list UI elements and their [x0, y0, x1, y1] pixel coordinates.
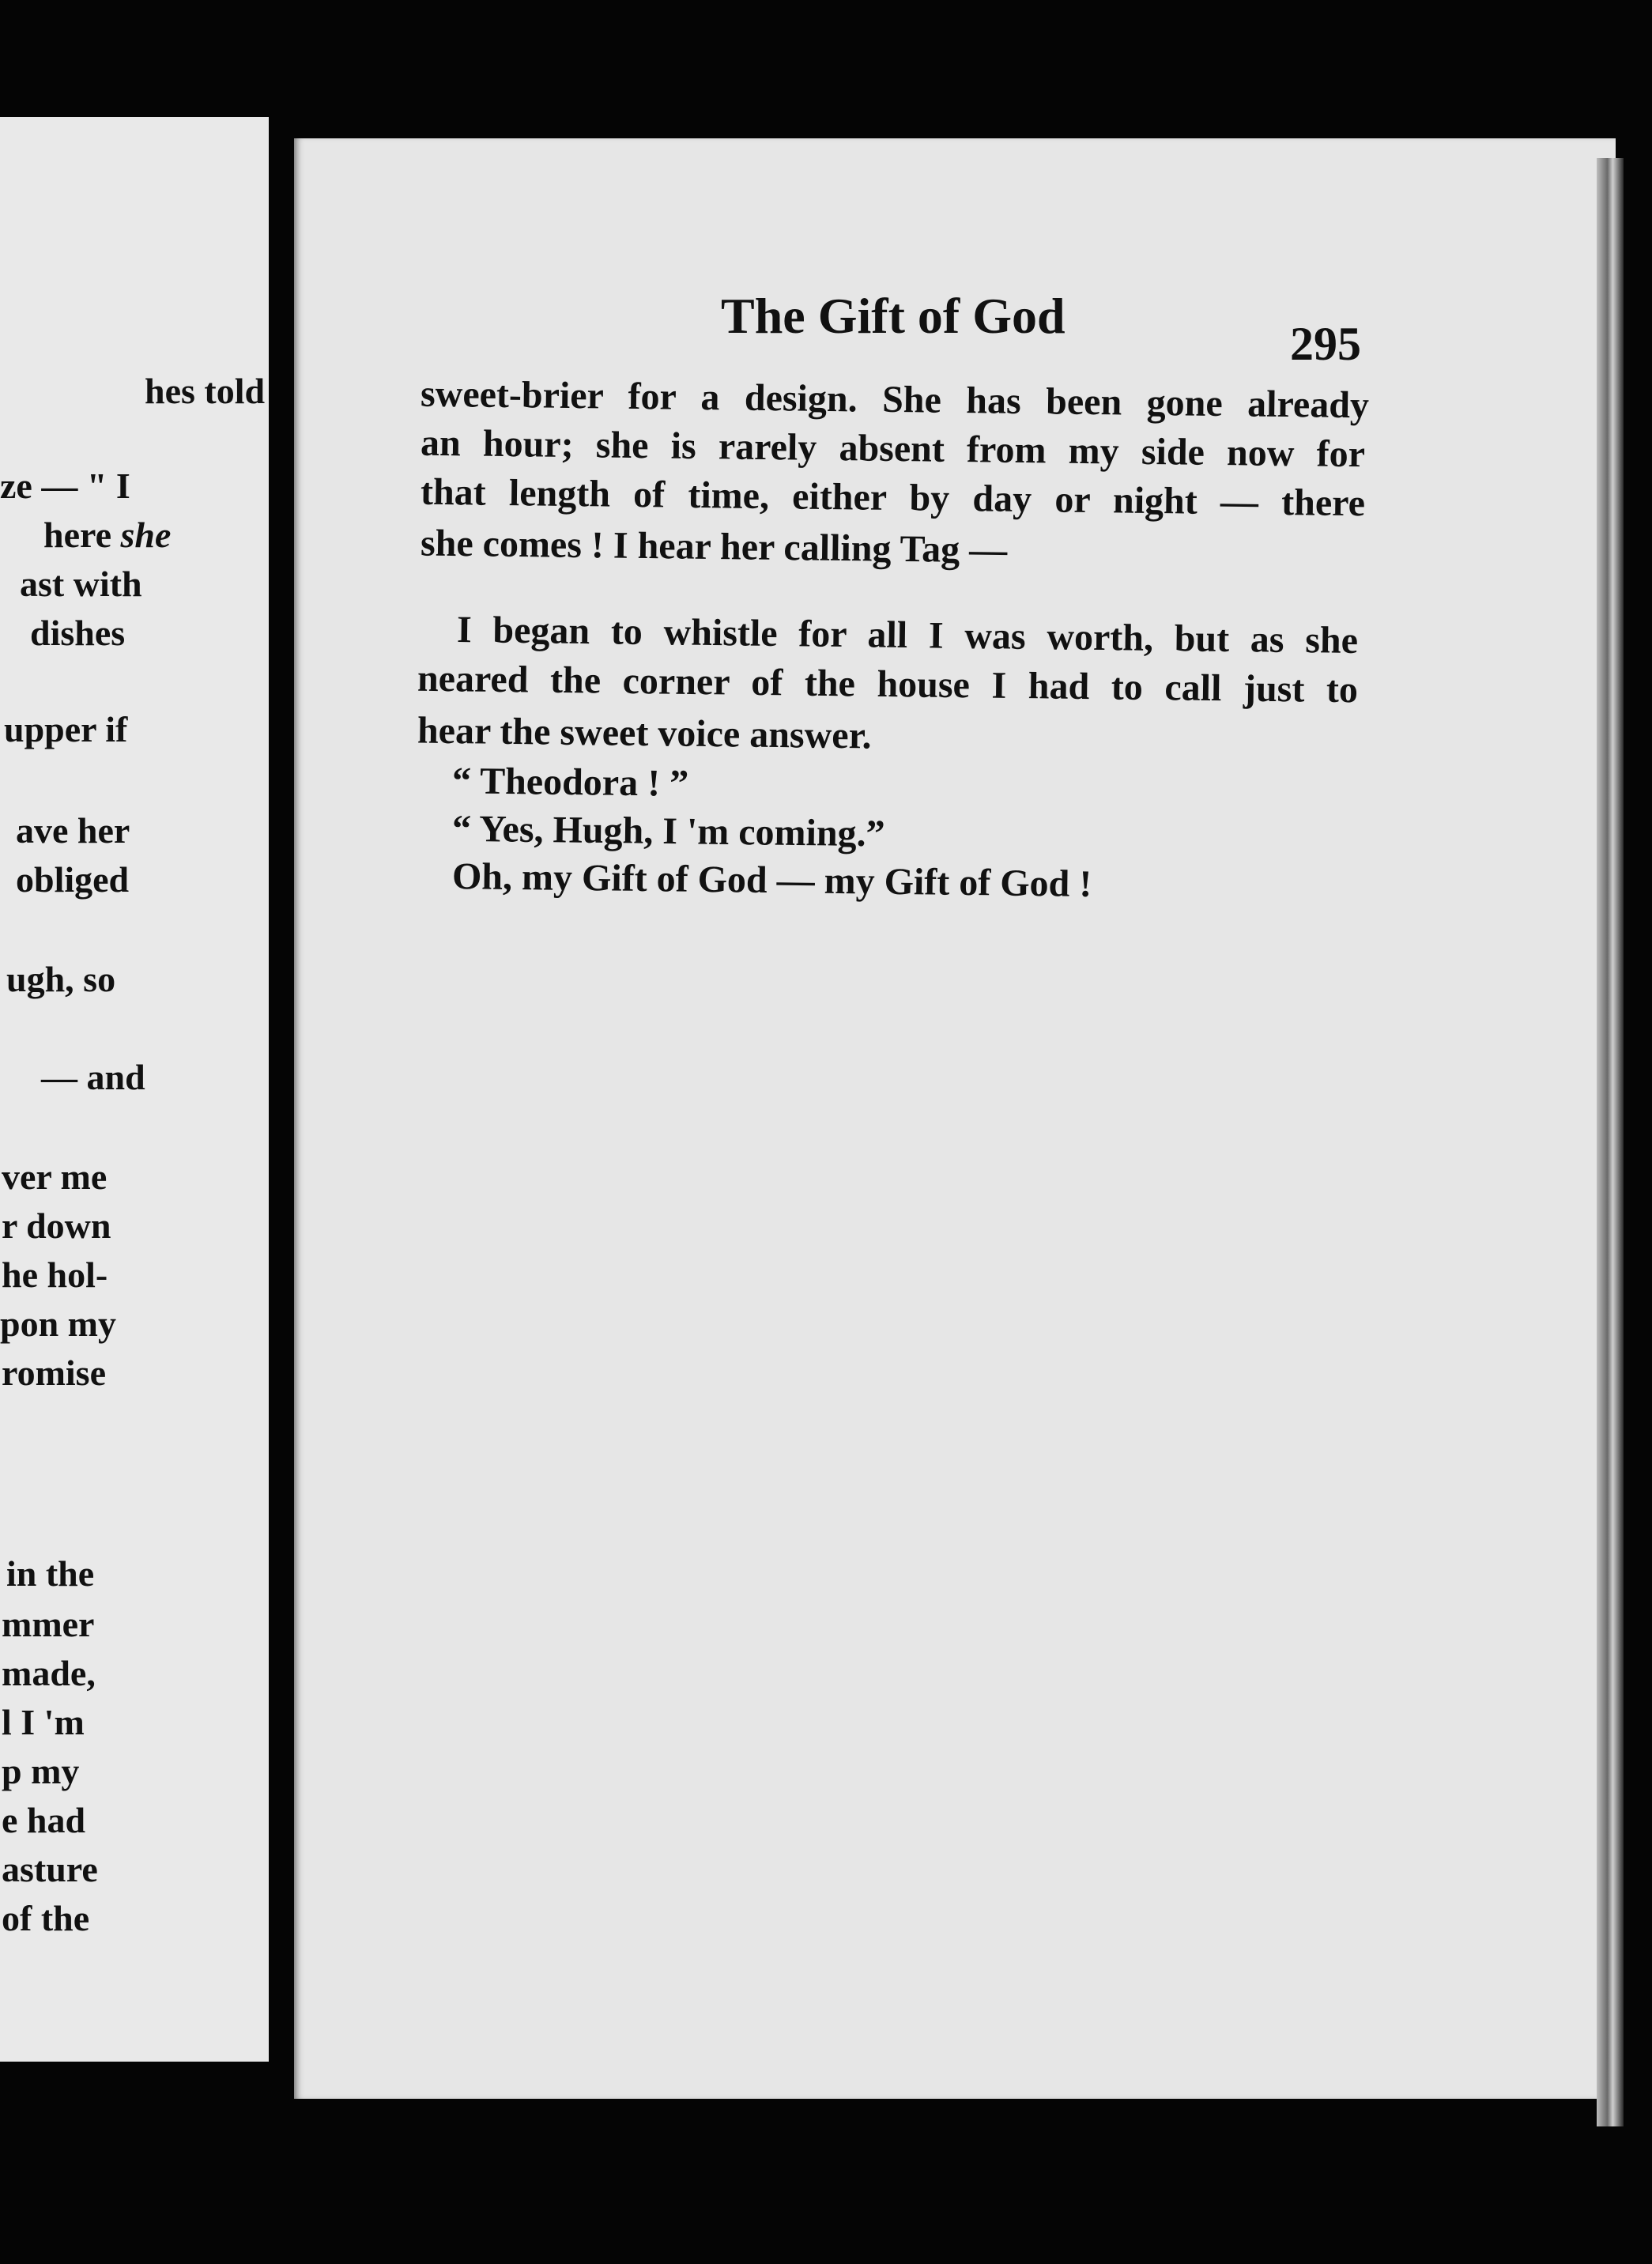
page-edge: [1597, 158, 1624, 2126]
closing-line: Oh, my Gift of God — my Gift of God !: [451, 855, 1092, 905]
text-line: hear the sweet voice answer.: [417, 709, 872, 757]
text-line: sweet-brier for a design. She has been gone already: [420, 372, 1370, 427]
dialogue-line: “ Yes, Hugh, I 'm coming.”: [451, 807, 885, 855]
left-line: l I 'm: [2, 1702, 85, 1742]
left-line: — and: [41, 1057, 145, 1097]
left-line: p my: [2, 1751, 80, 1791]
left-line: asture: [2, 1849, 98, 1889]
left-line: mmer: [2, 1604, 95, 1644]
left-line: obliged: [16, 859, 130, 900]
left-line: dishes: [30, 613, 126, 653]
left-line: romise: [2, 1353, 107, 1393]
left-line: pon my: [0, 1304, 116, 1344]
text-line: neared the corner of the house I had to call just to: [417, 657, 1359, 711]
left-line: ze — " I: [0, 466, 130, 506]
left-line: made,: [2, 1653, 96, 1693]
left-line: e had: [2, 1800, 86, 1840]
dialogue-line: “ Theodora ! ”: [451, 760, 689, 805]
left-line: of the: [2, 1898, 90, 1938]
left-page: [0, 117, 269, 2062]
left-line: ast with: [20, 564, 142, 604]
running-title: The Gift of God: [721, 288, 1066, 344]
left-line: he hol-: [2, 1255, 108, 1295]
left-line: r down: [2, 1206, 111, 1246]
left-line: upper if: [4, 709, 128, 749]
text-line: she comes ! I hear her calling Tag —: [420, 522, 1008, 572]
left-line: ave her: [16, 810, 130, 851]
text-line: I began to whistle for all I was worth, but as she: [456, 609, 1359, 662]
text-line: an hour; she is rarely absent from my side now for: [420, 421, 1366, 476]
page-number: 295: [1290, 318, 1361, 370]
text-line: that length of time, either by day or night — there: [420, 470, 1366, 525]
left-line: hes told: [145, 371, 266, 411]
left-line: ver me: [2, 1157, 107, 1197]
left-line: in the: [6, 1553, 95, 1594]
left-line: here she: [43, 515, 172, 555]
left-line: ugh, so: [6, 959, 116, 999]
